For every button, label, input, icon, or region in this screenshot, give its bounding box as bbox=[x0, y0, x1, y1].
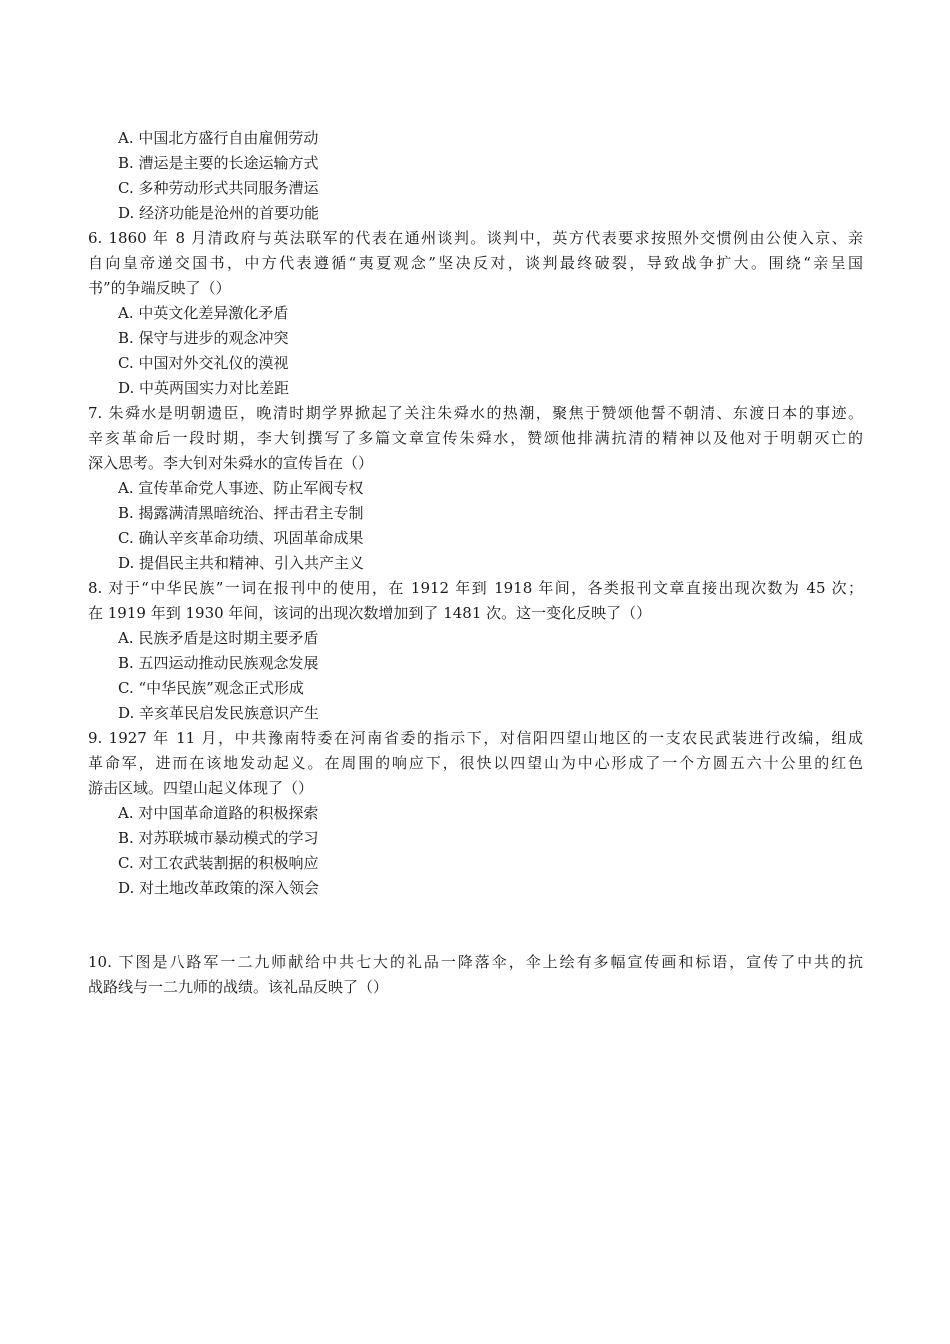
question-text-line: 深入思考。李大钊对朱舜水的宣传旨在（） bbox=[88, 454, 374, 472]
option-d: D. 对土地改革政策的深入领会 bbox=[118, 879, 320, 897]
question-text-line: 辛亥革命后一段时期，李大钊撰写了多篇文章宣传朱舜水，赞颂他排满抗清的精神以及他对于明朝灭亡的 bbox=[88, 429, 863, 447]
option-a: A. 宣传革命党人事迹、防止军阀专权 bbox=[118, 479, 364, 497]
option-b: B. 揭露满清黑暗统治、抨击君主专制 bbox=[118, 504, 364, 522]
option-a: A. 民族矛盾是这时期主要矛盾 bbox=[118, 629, 319, 647]
question-text-line: 游击区域。四望山起义体现了（） bbox=[88, 779, 314, 797]
option-c: C. 多种劳动形式共同服务漕运 bbox=[118, 179, 319, 197]
question-text-line: 书”的争端反映了（） bbox=[88, 279, 231, 297]
option-b: B. 漕运是主要的长途运输方式 bbox=[118, 154, 319, 172]
question-text-line: 战路线与一二九师的战绩。该礼品反映了（） bbox=[88, 978, 389, 996]
question-text-line: 6. 1860 年 8 月清政府与英法联军的代表在通州谈判。谈判中，英方代表要求按照外交惯例由公使入京、亲 bbox=[88, 229, 863, 247]
question-text-line: 9. 1927 年 11 月，中共豫南特委在河南省委的指示下，对信阳四望山地区的一支农民武装进行改编，组成 bbox=[88, 729, 863, 747]
option-c: C. “中华民族”观念正式形成 bbox=[118, 679, 304, 697]
option-c: C. 中国对外交礼仪的漠视 bbox=[118, 354, 289, 372]
option-d: D. 中英两国实力对比差距 bbox=[118, 379, 290, 397]
question-text-line: 自向皇帝递交国书，中方代表遵循“夷夏观念”坚决反对，谈判最终破裂，导致战争扩大。围绕“亲呈国 bbox=[88, 254, 863, 272]
question-text-line: 在 1919 年到 1930 年间，该词的出现次数增加到了 1481 次。这一变化反映了（） bbox=[88, 604, 652, 622]
question-text-line: 8. 对于“中华民族”一词在报刊中的使用，在 1912 年到 1918 年间，各类报刊文章直接出现次数为 45 次； bbox=[88, 579, 863, 597]
option-b: B. 保守与进步的观念冲突 bbox=[118, 329, 289, 347]
question-text-line: 革命军，进而在该地发动起义。在周围的响应下，很快以四望山为中心形成了一个方圆五六十公里的红色 bbox=[88, 754, 863, 772]
option-d: D. 经济功能是沧州的首要功能 bbox=[118, 204, 320, 222]
option-d: D. 提倡民主共和精神、引入共产主义 bbox=[118, 554, 365, 572]
question-text-line: 10. 下图是八路军一二九师献给中共七大的礼品一降落伞，伞上绘有多幅宣传画和标语，宣传了中共的抗 bbox=[88, 953, 863, 971]
option-b: B. 五四运动推动民族观念发展 bbox=[118, 654, 319, 672]
option-d: D. 辛亥革民启发民族意识产生 bbox=[118, 704, 320, 722]
question-text-line: 7. 朱舜水是明朝遗臣，晚清时期学界掀起了关注朱舜水的热潮，聚焦于赞颂他誓不朝清、东渡日本的事迹。 bbox=[88, 404, 863, 422]
option-c: C. 对工农武装割据的积极响应 bbox=[118, 854, 319, 872]
option-a: A. 中英文化差异激化矛盾 bbox=[118, 304, 289, 322]
option-a: A. 中国北方盛行自由雇佣劳动 bbox=[118, 129, 319, 147]
option-a: A. 对中国革命道路的积极探索 bbox=[118, 804, 319, 822]
option-b: B. 对苏联城市暴动模式的学习 bbox=[118, 829, 319, 847]
option-c: C. 确认辛亥革命功绩、巩固革命成果 bbox=[118, 529, 364, 547]
